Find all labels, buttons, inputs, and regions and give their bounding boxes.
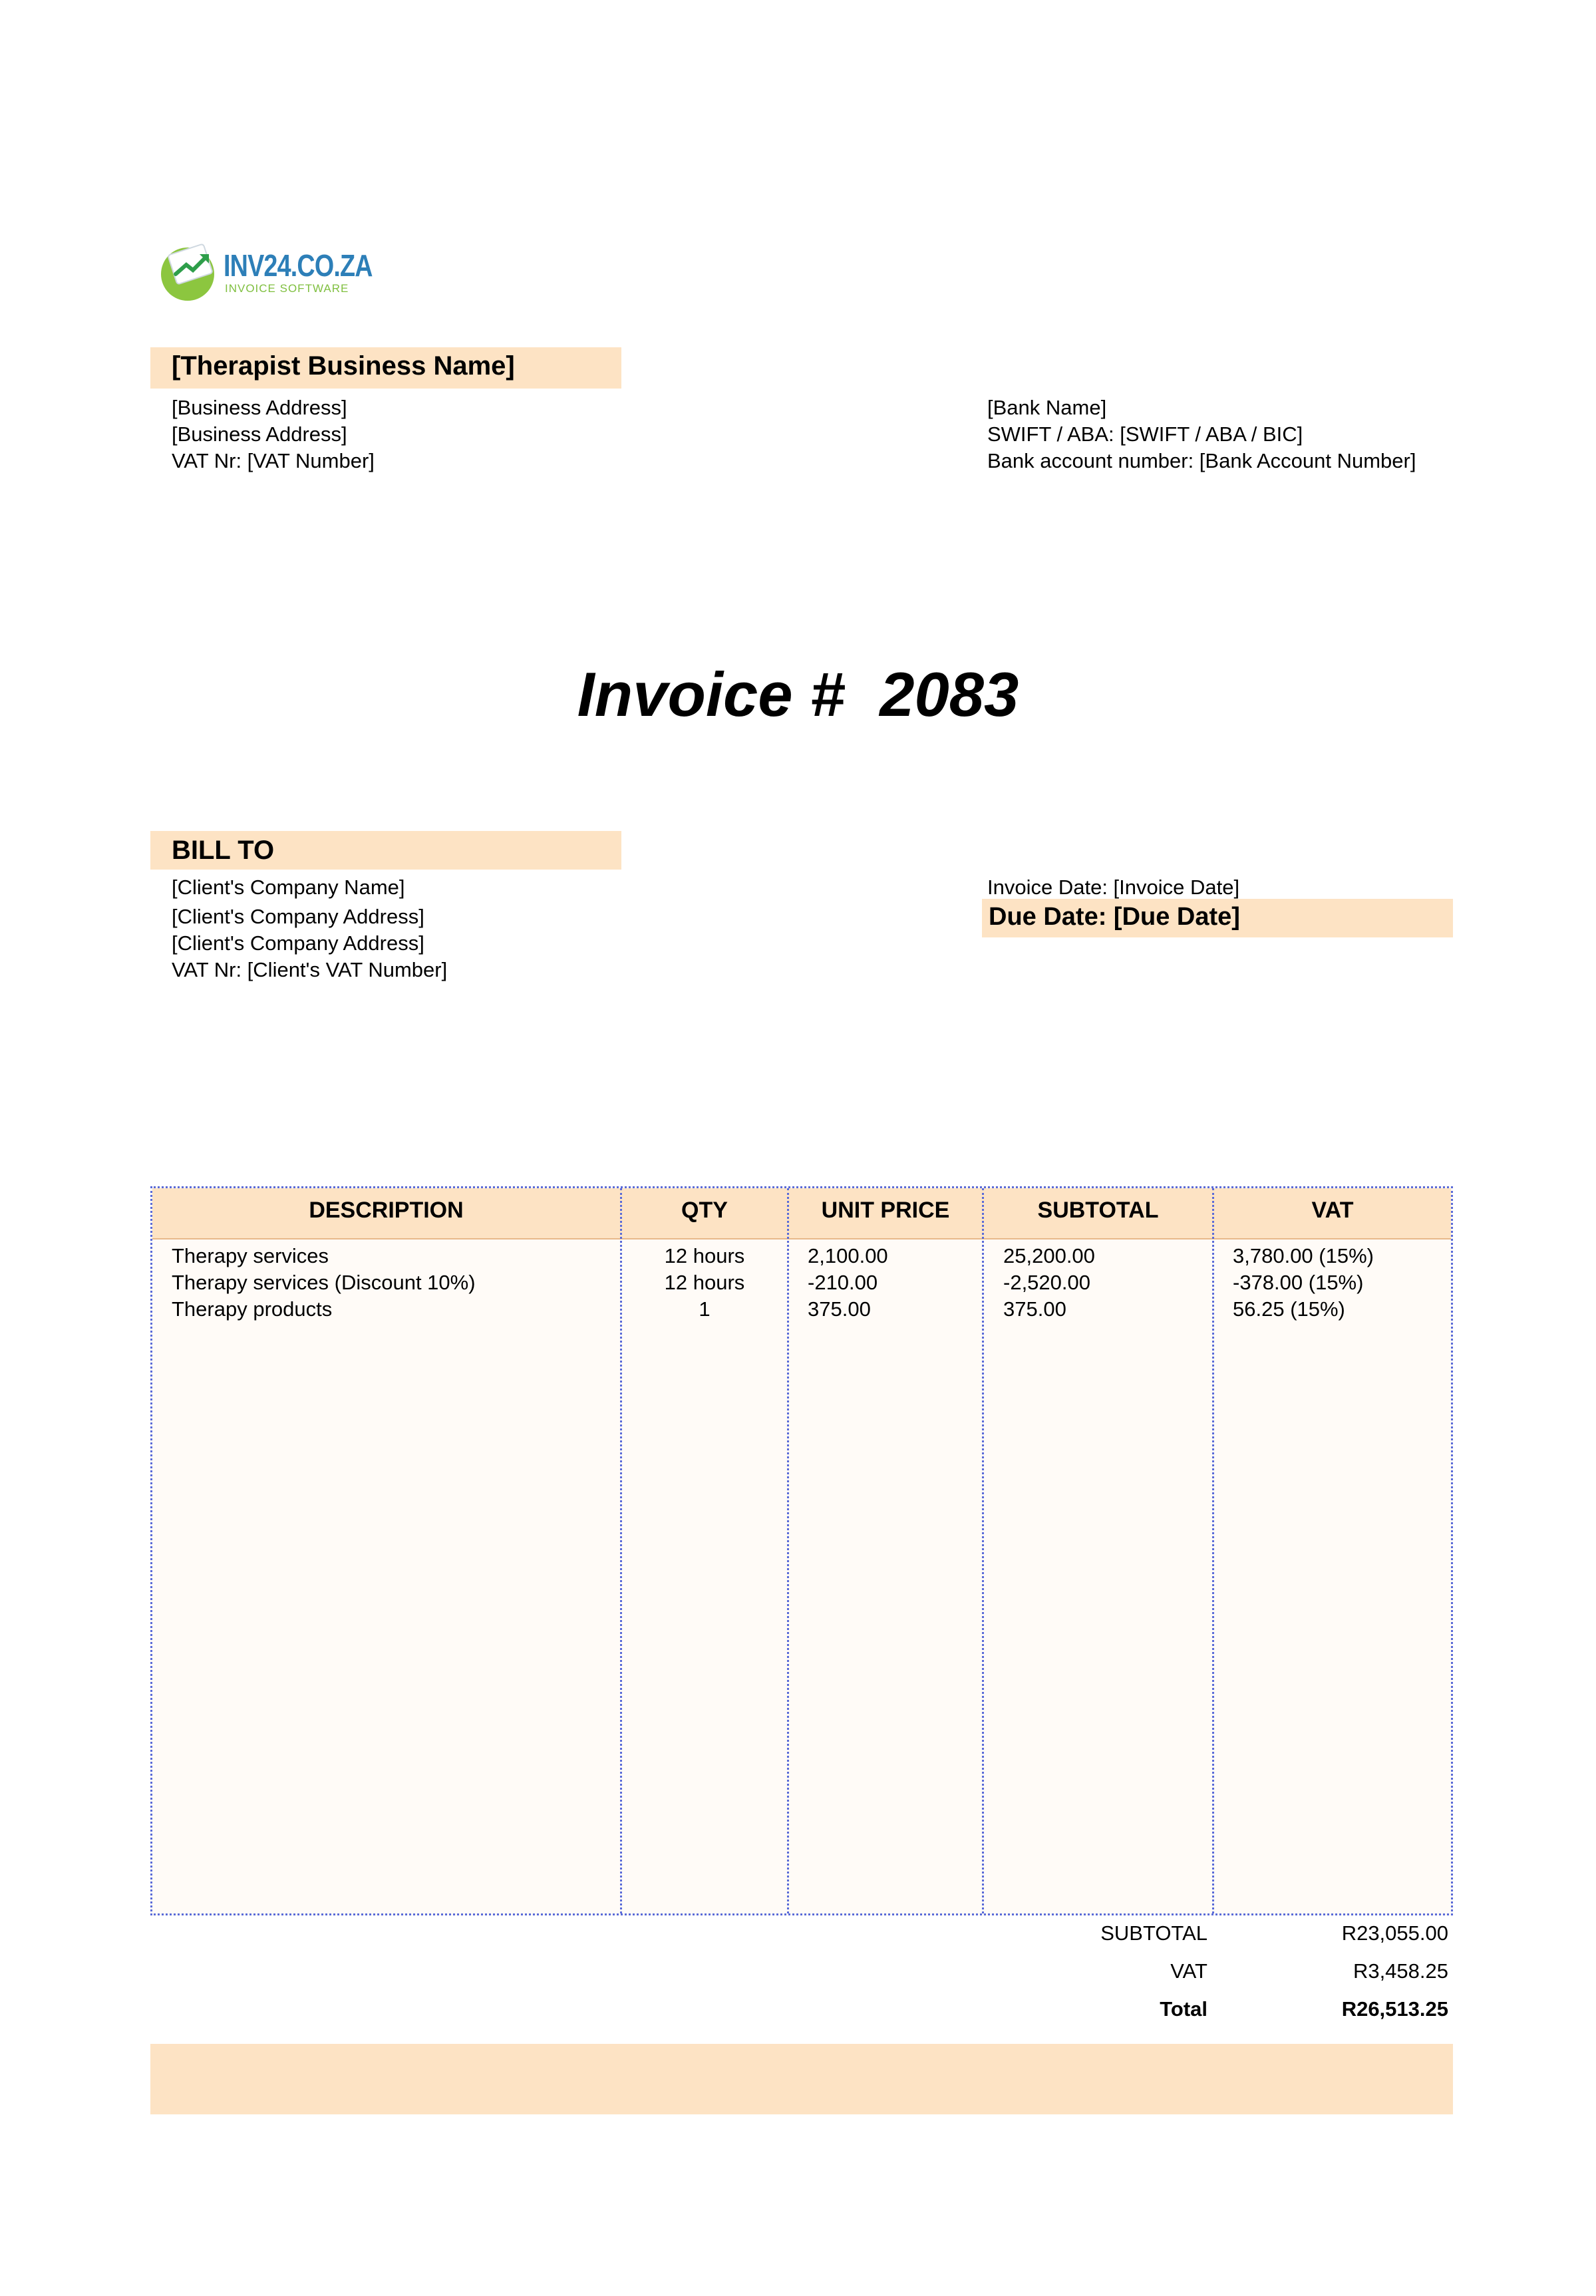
bill-to-heading: BILL TO: [172, 836, 275, 865]
vat-total-value: R3,458.25: [1353, 1959, 1448, 1983]
logo-emblem-icon: [156, 240, 220, 303]
invoice-title: Invoice # 2083: [577, 659, 1019, 729]
table-header-divider: [152, 1238, 1451, 1239]
row-description: Therapy services (Discount 10%): [172, 1271, 476, 1294]
row-description: Therapy services: [172, 1244, 329, 1267]
business-vat: VAT Nr: [VAT Number]: [172, 449, 375, 472]
business-name: [Therapist Business Name]: [172, 351, 515, 381]
column-header-vat: VAT: [1311, 1198, 1354, 1223]
row-qty: 1: [699, 1297, 711, 1321]
column-divider: [787, 1188, 789, 1913]
business-address-2: [Business Address]: [172, 422, 347, 446]
subtotal-value: R23,055.00: [1341, 1921, 1448, 1945]
grand-total-value: R26,513.25: [1341, 1997, 1448, 2021]
line-items-table: [150, 1186, 1453, 1915]
invoice-date: Invoice Date: [Invoice Date]: [987, 876, 1240, 899]
bank-account: Bank account number: [Bank Account Number]: [987, 449, 1416, 472]
business-address-1: [Business Address]: [172, 396, 347, 419]
vat-total-label: VAT: [1170, 1959, 1207, 1983]
bank-swift: SWIFT / ABA: [SWIFT / ABA / BIC]: [987, 422, 1303, 446]
logo-wordmark: INV24.CO.ZA: [224, 248, 373, 283]
row-subtotal: -2,520.00: [1003, 1271, 1090, 1294]
row-vat: 56.25 (15%): [1233, 1297, 1345, 1321]
row-vat: -378.00 (15%): [1233, 1271, 1364, 1294]
row-subtotal: 375.00: [1003, 1297, 1066, 1321]
column-header-description: DESCRIPTION: [309, 1198, 464, 1223]
row-unit-price: -210.00: [808, 1271, 878, 1294]
grand-total-label: Total: [1160, 1997, 1207, 2021]
client-address-2: [Client's Company Address]: [172, 931, 424, 955]
column-divider: [1212, 1188, 1214, 1913]
row-qty: 12 hours: [664, 1271, 745, 1294]
row-subtotal: 25,200.00: [1003, 1244, 1095, 1267]
column-header-subtotal: SUBTOTAL: [1037, 1198, 1159, 1223]
client-vat: VAT Nr: [Client's VAT Number]: [172, 958, 448, 981]
column-header-unit-price: UNIT PRICE: [821, 1198, 950, 1223]
row-unit-price: 375.00: [808, 1297, 871, 1321]
row-unit-price: 2,100.00: [808, 1244, 888, 1267]
due-date: Due Date: [Due Date]: [989, 903, 1240, 931]
client-company-name: [Client's Company Name]: [172, 876, 405, 899]
row-qty: 12 hours: [664, 1244, 745, 1267]
footer-band: [150, 2044, 1453, 2114]
subtotal-label: SUBTOTAL: [1100, 1921, 1207, 1945]
row-vat: 3,780.00 (15%): [1233, 1244, 1374, 1267]
column-divider: [982, 1188, 984, 1913]
row-description: Therapy products: [172, 1297, 333, 1321]
logo-tagline: INVOICE SOFTWARE: [225, 282, 349, 295]
client-address-1: [Client's Company Address]: [172, 905, 424, 928]
column-header-qty: QTY: [681, 1198, 728, 1223]
bank-name: [Bank Name]: [987, 396, 1107, 419]
